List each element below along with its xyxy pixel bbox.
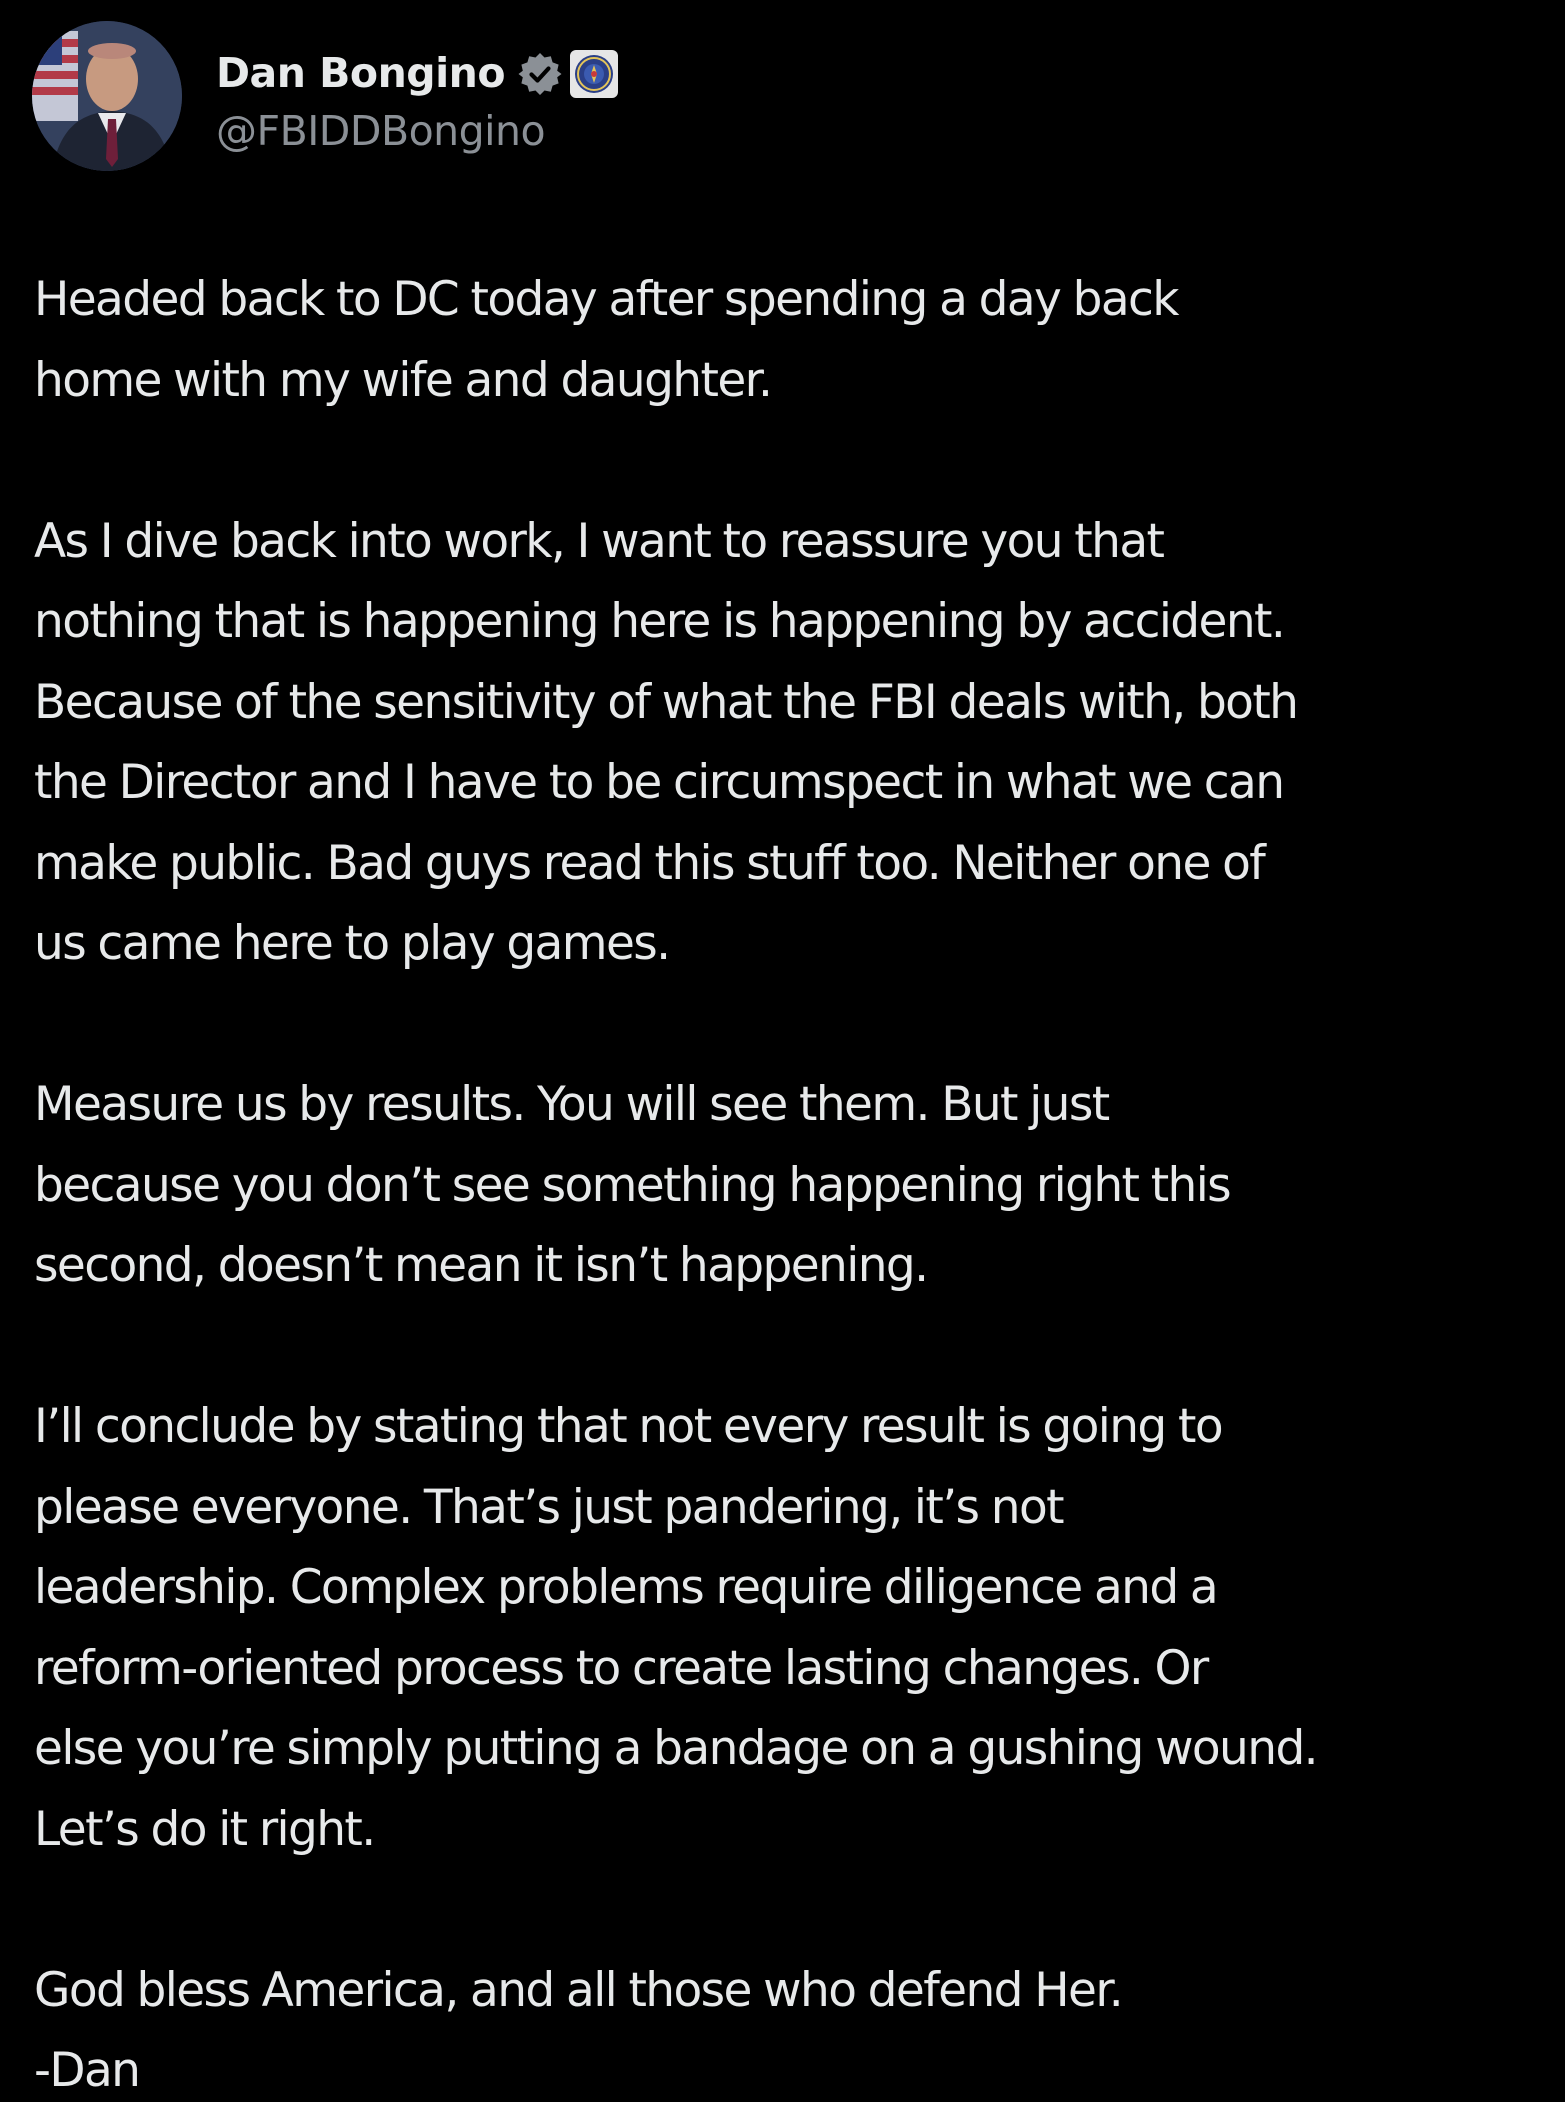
name-row xyxy=(216,41,619,107)
post-header xyxy=(32,20,619,172)
profile-photo-avatar xyxy=(32,21,182,171)
post-text xyxy=(34,260,1549,2102)
post-paragraph: As I dive back into work, I want to reassure you that nothing that is happening here is happening by accident. Because of the sensitivity of what the FBI deals with, both the Director and I have to be circumspect in what we can make public. Bad guys read this stuff too. Neither one of us came here to play games. xyxy=(34,513,1298,971)
fbi-seal-icon[interactable] xyxy=(569,49,619,99)
post-paragraph: I’ll conclude by stating that not every result is going to please everyone. That’s just pandering, it’s not leadership. Complex problems require diligence and a reform-oriented process to create lasting changes. Or else you’re simply putting a bandage on a gushing wound. Let’s do it right. xyxy=(34,1399,1318,1857)
author-identity xyxy=(216,41,619,155)
post-paragraph: God bless America, and all those who defend Her. -Dan xyxy=(34,1962,1123,2098)
post-paragraph: Headed back to DC today after spending a day back home with my wife and daughter. xyxy=(34,272,1178,408)
author-display-name[interactable]: Dan Bongino xyxy=(216,49,506,97)
author-handle[interactable]: @FBIDDBongino xyxy=(216,106,546,155)
verified-badge-icon[interactable] xyxy=(517,51,563,97)
post-paragraph: Measure us by results. You will see them. But just because you don’t see something happening right this second, doesn’t mean it isn’t happening. xyxy=(34,1077,1231,1293)
avatar[interactable] xyxy=(32,21,182,171)
